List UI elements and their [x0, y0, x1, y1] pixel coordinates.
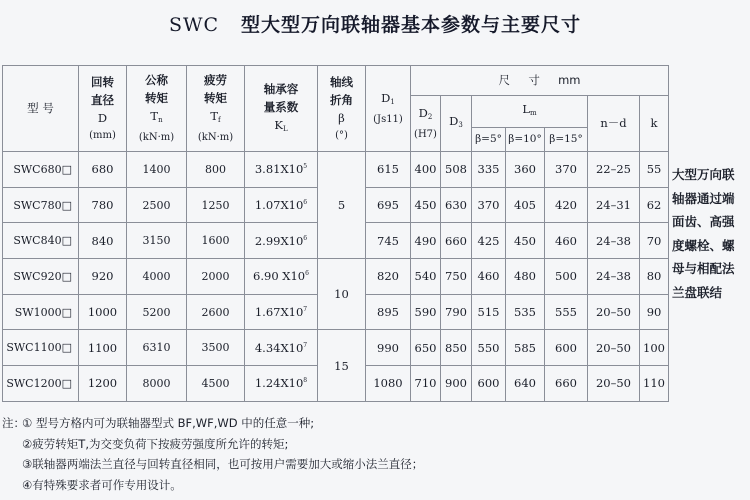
cell-lm-beta-5: 425	[472, 223, 506, 259]
cell-d1: 820	[366, 259, 411, 295]
cell-k: 62	[640, 187, 669, 223]
cell-d1: 990	[366, 330, 411, 366]
cell-nd: 20–50	[588, 366, 640, 402]
cell-d1: 895	[366, 294, 411, 330]
cell-nominal-torque: 3150	[127, 223, 187, 259]
cell-nominal-torque: 2500	[127, 187, 187, 223]
header-model: 型 号	[3, 66, 79, 152]
cell-nd: 24–38	[588, 259, 640, 295]
cell-d3: 790	[441, 294, 472, 330]
cell-nd: 22–25	[588, 152, 640, 188]
cell-diameter: 920	[79, 259, 127, 295]
header-d1: $D_1$ (Js11)	[366, 66, 411, 152]
cell-fatigue-torque: 4500	[187, 366, 245, 402]
cell-stiffness: $1.24X10^8$	[245, 366, 318, 402]
cell-d1: 695	[366, 187, 411, 223]
cell-fatigue-torque: 800	[187, 152, 245, 188]
title-code: SWC	[168, 14, 220, 36]
cell-k: 90	[640, 294, 669, 330]
header-dimensions-group: 尺 寸 mm	[411, 66, 669, 96]
cell-nominal-torque: 1400	[127, 152, 187, 188]
cell-nd: 20–50	[588, 330, 640, 366]
cell-nominal-torque: 5200	[127, 294, 187, 330]
cell-d2: 590	[411, 294, 441, 330]
cell-nd: 24–38	[588, 223, 640, 259]
cell-angle: 5	[318, 152, 366, 259]
cell-d3: 508	[441, 152, 472, 188]
cell-diameter: 780	[79, 187, 127, 223]
header-nominal-torque: 公称 转矩 $T_n$ (kN·m)	[127, 66, 187, 152]
cell-k: 70	[640, 223, 669, 259]
notes	[2, 413, 742, 495]
cell-model: SWC1100□	[3, 330, 79, 366]
cell-angle: 10	[318, 259, 366, 330]
cell-model: SWC780□	[3, 187, 79, 223]
cell-lm-beta-15: 460	[545, 223, 588, 259]
table-body	[3, 152, 669, 402]
cell-d2: 710	[411, 366, 441, 402]
cell-fatigue-torque: 2600	[187, 294, 245, 330]
cell-lm-beta-10: 480	[506, 259, 545, 295]
cell-model: SWC680□	[3, 152, 79, 188]
header-d3: $D_3$	[441, 96, 472, 152]
cell-d2: 450	[411, 187, 441, 223]
side-annotation: 大型万向联 轴器通过端 面齿、高强 度螺栓、螺 母与相配法 兰盘联结	[672, 167, 735, 300]
cell-k: 110	[640, 366, 669, 402]
cell-d2: 650	[411, 330, 441, 366]
header-beta-10: β=10°	[506, 128, 545, 152]
cell-d2: 400	[411, 152, 441, 188]
cell-nominal-torque: 6310	[127, 330, 187, 366]
title-text: 型大型万向联轴器基本参数与主要尺寸	[241, 14, 582, 36]
cell-lm-beta-10: 450	[506, 223, 545, 259]
note-item: 注：① 型号方格内可为联轴器型式 BF,WF,WD 中的任意一种;	[2, 416, 315, 430]
header-angle: 轴线 折角 β (°)	[318, 66, 366, 152]
header-lm: $L_m$	[472, 96, 588, 128]
cell-lm-beta-15: 555	[545, 294, 588, 330]
cell-lm-beta-15: 660	[545, 366, 588, 402]
cell-nd: 20–50	[588, 294, 640, 330]
table-row	[3, 259, 669, 295]
cell-lm-beta-10: 535	[506, 294, 545, 330]
cell-diameter: 840	[79, 223, 127, 259]
cell-model: SWC1200□	[3, 366, 79, 402]
cell-diameter: 1200	[79, 366, 127, 402]
cell-stiffness: $3.81X10^5$	[245, 152, 318, 188]
cell-lm-beta-10: 360	[506, 152, 545, 188]
header-nd: n－d	[588, 96, 640, 152]
cell-stiffness: $2.99X10^6$	[245, 223, 318, 259]
cell-d2: 490	[411, 223, 441, 259]
cell-lm-beta-15: 600	[545, 330, 588, 366]
cell-stiffness: 6.90 $X10^6$	[245, 259, 318, 295]
cell-fatigue-torque: 1600	[187, 223, 245, 259]
note-item: ③联轴器两端法兰直径与回转直径相同，也可按用户需要加大或缩小法兰直径；	[22, 457, 424, 471]
cell-d3: 750	[441, 259, 472, 295]
cell-d1: 615	[366, 152, 411, 188]
cell-stiffness: $1.07X10^6$	[245, 187, 318, 223]
cell-fatigue-torque: 2000	[187, 259, 245, 295]
header-beta-15: β=15°	[545, 128, 588, 152]
header-stiffness: 轴承容 量系数 $K_L$	[245, 66, 318, 152]
cell-d1: 745	[366, 223, 411, 259]
page-title	[0, 10, 750, 37]
cell-lm-beta-10: 405	[506, 187, 545, 223]
table-row	[3, 152, 669, 188]
cell-diameter: 1100	[79, 330, 127, 366]
header-beta-5: β=5°	[472, 128, 506, 152]
cell-lm-beta-10: 640	[506, 366, 545, 402]
cell-lm-beta-15: 500	[545, 259, 588, 295]
header-k: k	[640, 96, 669, 152]
cell-diameter: 1000	[79, 294, 127, 330]
cell-d3: 850	[441, 330, 472, 366]
note-item: ②疲劳转矩T,为交变负荷下按疲劳强度所允许的转矩;	[22, 436, 289, 451]
header-diameter: 回转 直径 D (mm)	[79, 66, 127, 152]
table-row	[3, 330, 669, 366]
cell-lm-beta-5: 460	[472, 259, 506, 295]
cell-lm-beta-5: 600	[472, 366, 506, 402]
cell-nominal-torque: 8000	[127, 366, 187, 402]
note-item: ④有特殊要求者可作专用设计。	[22, 477, 182, 492]
cell-d2: 540	[411, 259, 441, 295]
cell-nominal-torque: 4000	[127, 259, 187, 295]
cell-model: SWC920□	[3, 259, 79, 295]
cell-d3: 900	[441, 366, 472, 402]
cell-stiffness: $4.34X10^7$	[245, 330, 318, 366]
cell-k: 55	[640, 152, 669, 188]
cell-model: SWC840□	[3, 223, 79, 259]
cell-fatigue-torque: 3500	[187, 330, 245, 366]
cell-k: 80	[640, 259, 669, 295]
cell-angle: 15	[318, 330, 366, 401]
cell-k: 100	[640, 330, 669, 366]
cell-lm-beta-5: 335	[472, 152, 506, 188]
cell-diameter: 680	[79, 152, 127, 188]
cell-lm-beta-15: 370	[545, 152, 588, 188]
header-fatigue-torque: 疲劳 转矩 $T_f$ (kN·m)	[187, 66, 245, 152]
cell-d3: 630	[441, 187, 472, 223]
cell-lm-beta-15: 420	[545, 187, 588, 223]
header-d2: $D_2$ (H7)	[411, 96, 441, 152]
cell-lm-beta-5: 515	[472, 294, 506, 330]
cell-fatigue-torque: 1250	[187, 187, 245, 223]
cell-lm-beta-5: 550	[472, 330, 506, 366]
cell-d3: 660	[441, 223, 472, 259]
cell-lm-beta-10: 585	[506, 330, 545, 366]
cell-stiffness: $1.67X10^7$	[245, 294, 318, 330]
cell-model: SW1000□	[3, 294, 79, 330]
cell-lm-beta-5: 370	[472, 187, 506, 223]
cell-nd: 24–31	[588, 187, 640, 223]
parameter-table	[2, 65, 669, 402]
cell-d1: 1080	[366, 366, 411, 402]
